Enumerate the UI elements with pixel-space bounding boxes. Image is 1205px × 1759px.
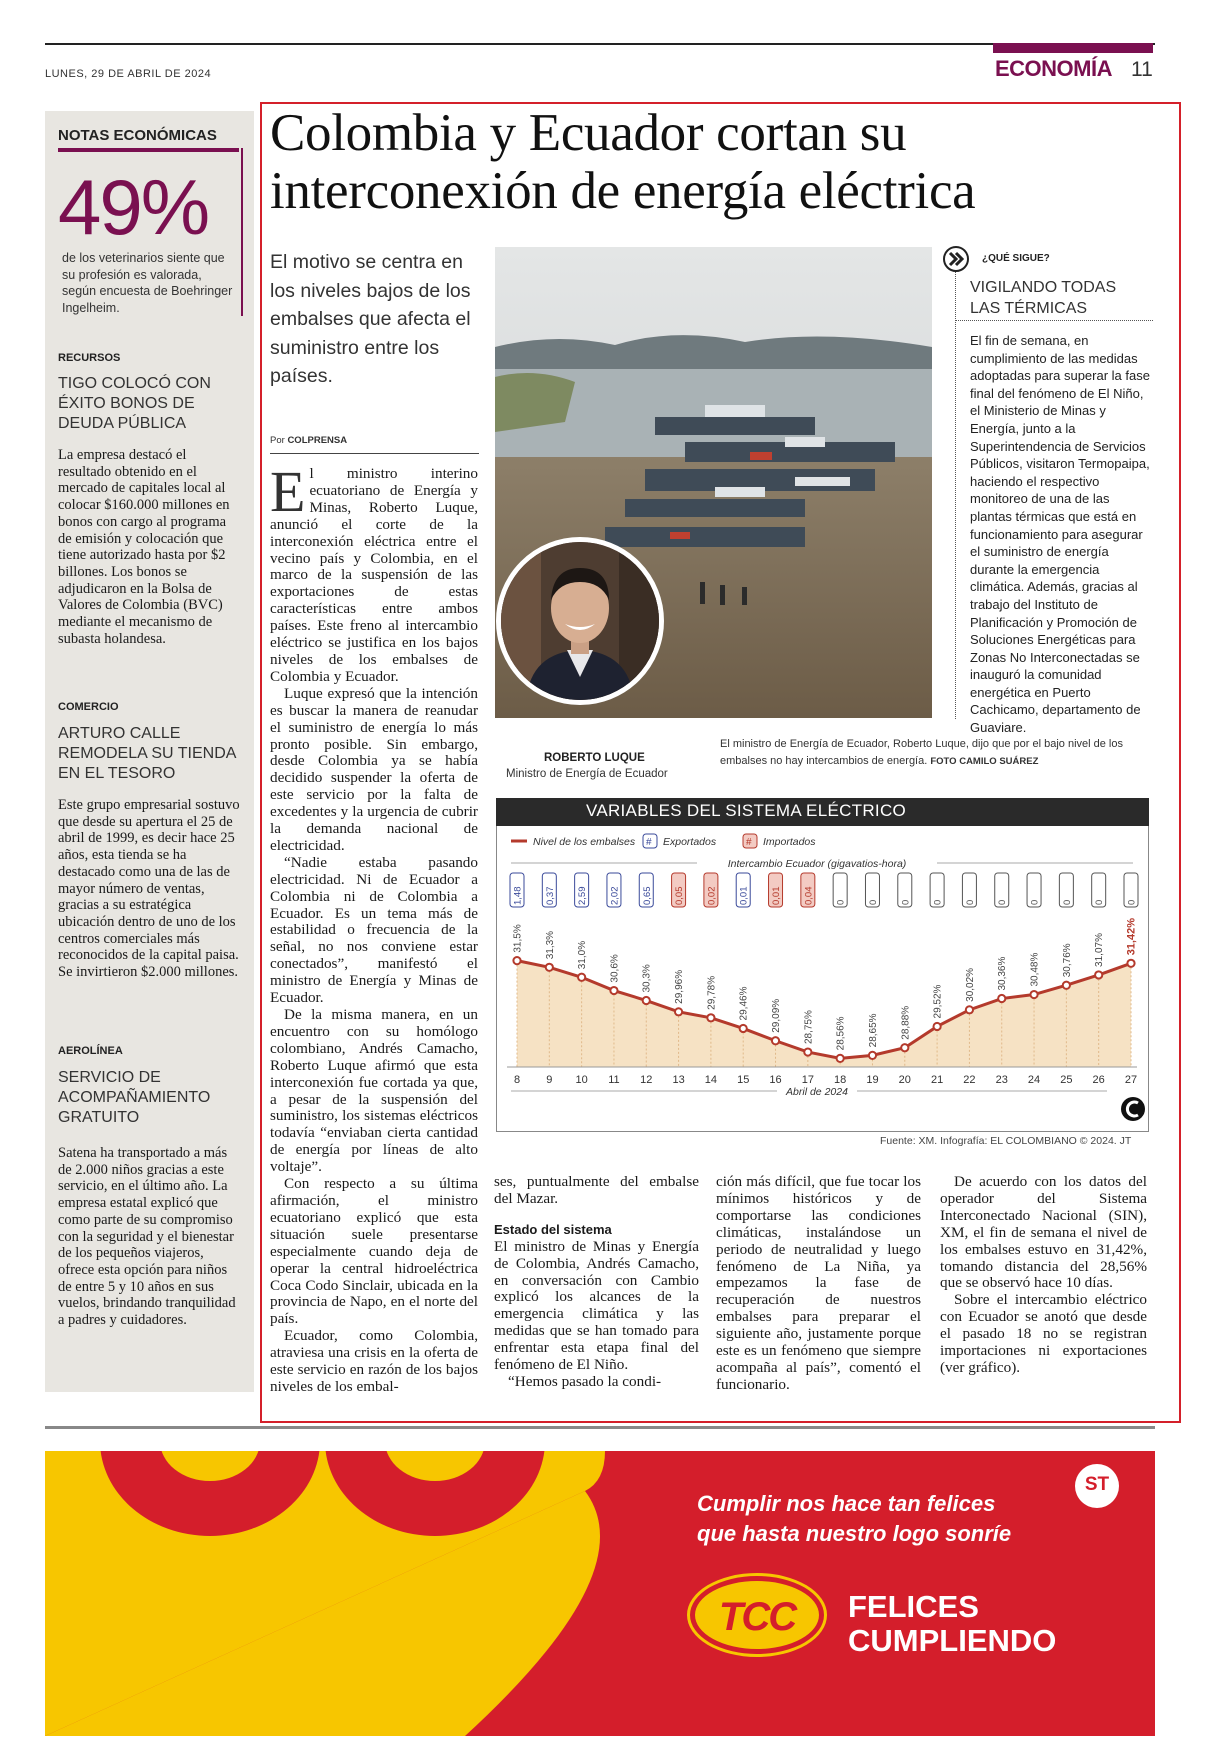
interchange-value: 0,01: [738, 886, 750, 905]
data-label: 30,3%: [641, 964, 653, 993]
legend-label: Importados: [763, 836, 816, 848]
interchange-value: 0: [1126, 899, 1138, 905]
photo-person-role: Ministro de Energía de Ecuador: [506, 768, 668, 780]
page-bottom-rule: [45, 1426, 1155, 1429]
x-tick-label: 25: [1060, 1074, 1073, 1086]
article-paragraph: l ministro interino ecuatoriano de Energía y Minas, Roberto Luque, anunció el corte de la interconexión eléctrica entre el vecino país y Colombia, en el marco de la suspensión de las exportaciones de estas características entre ambos países. Este freno al intercambio eléctrico se justifica en los bajos niveles de los embalses de Colombia y Ecuador.: [270, 465, 478, 685]
ad-tagline-line1: Cumplir nos hace tan felices: [697, 1491, 996, 1516]
ad-slogan: [848, 1590, 1056, 1658]
reservoir-chart: [497, 799, 1149, 1132]
data-label: 30,02%: [964, 967, 976, 1002]
st-badge-icon: [1075, 1464, 1119, 1508]
data-label: 29,46%: [738, 986, 750, 1021]
interchange-value: 0,02: [706, 886, 718, 905]
article-column-2: [494, 1174, 699, 1391]
interchange-value: 0: [964, 899, 976, 905]
interchange-value: 0: [835, 899, 847, 905]
data-point: [610, 987, 617, 994]
data-label: 30,76%: [1061, 943, 1073, 978]
photo-person-name: ROBERTO LUQUE: [544, 752, 645, 764]
interchange-value: 0: [900, 899, 912, 905]
note-body: Satena ha transportado a más de 2.000 niños gracias a este servicio, en el último año. La empresa estatal explicó que como parte de su compromiso con la seguridad y el bienestar de los pequeños viajeros, ofrece esta opción para niños de entre 5 y 10 años en sus vuelos, brindando tranquilidad a padres y cuidadores.: [58, 1145, 236, 1329]
article-column-4: [940, 1174, 1147, 1377]
x-tick-label: 8: [513, 1074, 521, 1086]
data-label: 31,07%: [1094, 933, 1106, 967]
interchange-value: 0: [932, 899, 944, 905]
data-label: 30,6%: [609, 954, 621, 983]
data-label: 28,65%: [867, 1013, 879, 1048]
interchange-value: 0: [1061, 899, 1073, 905]
x-axis-label: Abril de 2024: [786, 1086, 848, 1098]
article-headline: Colombia y Ecuador cortan su interconexión de energía eléctrica: [270, 104, 976, 220]
drop-cap: E: [270, 459, 306, 524]
interchange-value: 0,01: [771, 886, 783, 905]
data-point: [513, 957, 520, 964]
data-label: 30,48%: [1029, 952, 1041, 987]
data-point: [934, 1023, 941, 1030]
article-column-1: [270, 459, 478, 1396]
data-point: [966, 1006, 973, 1013]
interchange-value: 0: [1094, 899, 1106, 905]
x-tick-label: 10: [575, 1074, 588, 1086]
interchange-value: 0,65: [641, 886, 653, 905]
section-subhead: Estado del sistema: [494, 1221, 612, 1237]
article-paragraph: ción más difícil, que fue tocar los mínimos históricos y de comportarse las condiciones climáticas, instalándose un periodo de neutralidad y luego fenómeno de La Niña, ya empezamos la fase de recuperación de nuestros embalses para preparar el siguiente año, justamente porque este es un fenómeno que siempre acompaña al país”, comentó el funcionario.: [716, 1173, 921, 1393]
issue-date: LUNES, 29 DE ABRIL DE 2024: [45, 68, 212, 80]
data-point: [578, 974, 585, 981]
x-tick-label: 12: [640, 1074, 653, 1086]
x-tick-label: 23: [995, 1074, 1008, 1086]
x-tick-label: 19: [866, 1074, 879, 1086]
whats-next-divider: [955, 320, 1153, 321]
data-point: [1127, 960, 1134, 967]
x-tick-label: 11: [608, 1074, 620, 1086]
st-badge-text: ST: [1084, 1474, 1110, 1495]
notes-stat-rule: [241, 148, 243, 316]
interchange-value: 0,37: [544, 886, 556, 905]
data-point: [998, 995, 1005, 1002]
x-tick-label: 13: [672, 1074, 685, 1086]
article-lead: El motivo se centra en los niveles bajos de los embalses que afecta el suministro entre los países.: [270, 251, 471, 387]
data-label: 29,52%: [932, 984, 944, 1019]
chart-title: VARIABLES DEL SISTEMA ELÉCTRICO: [585, 801, 907, 820]
minister-portrait: [496, 537, 664, 705]
data-point: [1095, 971, 1102, 978]
interchange-value: 1,48: [512, 886, 524, 905]
legend-imp-symbol: #: [746, 837, 752, 848]
note-body: La empresa destacó el resultado obtenido en el mercado de capitales local al colocar $160.000 millones en bonos con cargo al programa de emisión y colocación que tiene autorizado hasta por $2 billones. Los bonos se adjudicaron en la Bolsa de Valores de Colombia (BVC) mediante el mecanismo de subasta holandesa.: [58, 447, 230, 647]
legend-exp-symbol: #: [646, 837, 652, 848]
x-tick-label: 21: [930, 1074, 944, 1086]
interchange-value: 2,02: [609, 886, 621, 905]
note-category: RECURSOS: [58, 352, 121, 364]
data-point: [869, 1052, 876, 1059]
article-column-3: [716, 1174, 921, 1394]
article-paragraph: ses, puntualmente del embalse del Mazar.: [494, 1173, 699, 1207]
x-tick-label: 24: [1027, 1074, 1041, 1086]
byline-source: COLPRENSA: [287, 435, 348, 446]
data-point: [740, 1025, 747, 1032]
section-color-bar: [993, 43, 1153, 53]
stat-figure: 49%: [58, 163, 209, 251]
publisher-logo-icon: [1121, 1097, 1145, 1121]
article-paragraph: De la misma manera, en un encuentro con su homólogo colombiano, Andrés Camacho, Roberto Luque afirmó que esta interconexión fue cortada ya que, a pesar de la suspensión del suministro, los sistemas eléctricos todavía “enviaban cierta cantidad de energía por líneas de alto voltaje”.: [270, 1006, 478, 1176]
whats-next-body: El fin de semana, en cumplimiento de las medidas adoptadas para superar la fase final del fenómeno de El Niño, el Ministerio de Minas y Energía, junto a la Superintendencia de Servicios Públicos, visitaron Termopaipa, haciendo el respectivo monitoreo de una de las plantas térmicas que está en funcionamiento para asegurar el suministro de energía durante la emergencia climática. Además, gracias al trabajo del Instituto de Planificación y Promoción de Soluciones Energéticas para Zonas No Interconectadas se inauguró la comunidad energética en Puerto Cachicamo, departamento de Guaviare.: [970, 333, 1150, 736]
x-tick-label: 16: [769, 1074, 782, 1086]
chart-source: Fuente: XM. Infografía: EL COLOMBIANO © 2024. JT: [880, 1135, 1132, 1147]
photo-caption: [720, 736, 1145, 770]
byline-prefix: Por: [270, 435, 285, 446]
x-tick-label: 15: [737, 1074, 750, 1086]
data-point: [837, 1055, 844, 1062]
chart-panel: [496, 798, 1149, 1132]
x-tick-label: 14: [704, 1074, 718, 1086]
interchange-value: 0: [1029, 899, 1041, 905]
whats-next-headline: VIGILANDO TODAS LAS TÉRMICAS: [970, 279, 1117, 317]
ad-tagline-line2: que hasta nuestro logo sonríe: [697, 1521, 1012, 1546]
data-point: [707, 1014, 714, 1021]
double-chevron-icon: [943, 246, 969, 272]
data-label: 31,42%: [1125, 917, 1138, 956]
data-point: [804, 1048, 811, 1055]
byline: [270, 435, 347, 446]
tcc-logo: [690, 1576, 824, 1654]
data-label: 31,0%: [577, 940, 589, 970]
article-paragraph: “Hemos pasado la condi-: [508, 1372, 662, 1390]
whats-next-label: ¿QUÉ SIGUE?: [982, 253, 1050, 264]
notes-title-rule: [58, 148, 239, 152]
data-label: 30,36%: [997, 956, 1009, 991]
note-category: COMERCIO: [58, 701, 119, 713]
interchange-value: 0: [997, 899, 1009, 905]
data-label: 28,56%: [835, 1016, 847, 1051]
note-headline: SERVICIO DE ACOMPAÑAMIENTO GRATUITO: [58, 1069, 211, 1126]
note-headline: ARTURO CALLE REMODELA SU TIENDA EN EL TESORO: [58, 725, 236, 782]
data-point: [1030, 991, 1037, 998]
note-body: Este grupo empresarial sostuvo que desde su apertura el 25 de abril de 1999, es decir hace 25 años, esta tienda se ha destacado como una de las de mayor número de ventas, gracias a su estratégica ubicación dentro de uno de los centros comerciales más reconocidos de la capital paisa. Se invirtieron $2.000 millones.: [58, 797, 240, 981]
section-name: ECONOMÍA: [995, 56, 1112, 81]
data-label: 29,09%: [771, 998, 783, 1033]
data-point: [1063, 982, 1070, 989]
data-point: [643, 997, 650, 1004]
article-paragraph: Con respecto a su última afirmación, el ministro ecuatoriano explicó que esta situación suele presentarse especialmente cuando deja de operar la central hidroeléctrica Coca Codo Sinclair, ubicada en la provincia de Napo, en el norte del país.: [270, 1175, 478, 1328]
x-tick-label: 22: [963, 1074, 976, 1086]
caption-text: El ministro de Energía de Ecuador, Roberto Luque, dijo que por el bajo nivel de los embalses no hay intercambios de energía.: [720, 738, 1123, 767]
ad-slogan-line1: FELICES: [848, 1589, 979, 1624]
interchange-value: 0: [867, 899, 879, 905]
page-number: 11: [1131, 58, 1153, 81]
article-paragraph: El ministro de Minas y Energía de Colombia, Andrés Camacho, en conversación con Cambio explicó los alcances de la emergencia climática y las medidas que se han tomado para enfrentar esta etapa final del fenómeno de El Niño.: [494, 1237, 699, 1374]
article-paragraph: De acuerdo con los datos del operador del Sistema Interconectado Nacional (SIN), XM, el fin de semana el nivel de los embalses estuvo en 31,42%, tomando distancia del 28,56% que se observó hace 10 días.: [940, 1173, 1147, 1292]
data-label: 28,75%: [803, 1010, 815, 1045]
x-tick-label: 17: [801, 1074, 814, 1086]
data-label: 29,96%: [674, 969, 686, 1004]
article-paragraph: Ecuador, como Colombia, atraviesa una crisis en la oferta de este servicio en razón de los bajos niveles de los embal-: [270, 1327, 478, 1395]
x-tick-label: 9: [546, 1074, 553, 1086]
article-paragraph: “Nadie estaba pasando electricidad. Ni de Ecuador a Colombia ni de Colombia a Ecuador. Es un tema más de estabilidad o frecuencia de la señal, no nos conviene estar conectados”, manifestó el ministro de Energía y Minas de Ecuador.: [270, 853, 478, 1007]
note-category: AEROLÍNEA: [58, 1045, 123, 1057]
article-paragraph: Luque expresó que la intención es buscar la manera de reanudar el suministro de energía lo más pronto posible. Sin embargo, desde Colombia ya se había decidido suspender la oferta de este servicio por la falta de excedentes y la urgencia de cubrir la demanda nacional de electricidad.: [270, 684, 478, 854]
whats-next-rule: [955, 272, 956, 719]
data-label: 31,5%: [512, 924, 524, 953]
data-point: [675, 1008, 682, 1015]
top-rule: [45, 43, 1155, 45]
data-point: [546, 964, 553, 971]
data-point: [901, 1044, 908, 1051]
x-tick-label: 26: [1092, 1074, 1105, 1086]
interchange-value: 2,59: [577, 886, 589, 905]
minister-portrait-illustration: [501, 542, 659, 700]
x-tick-label: 18: [834, 1074, 847, 1086]
legend-label: Nivel de los embalses: [533, 836, 636, 848]
data-label: 29,78%: [706, 975, 718, 1010]
notes-sidebar-title: NOTAS ECONÓMICAS: [58, 127, 217, 144]
legend-label: Exportados: [663, 836, 717, 848]
photo-credit: FOTO CAMILO SUÁREZ: [930, 755, 1039, 767]
data-label: 28,88%: [900, 1005, 912, 1040]
article-paragraph: Sobre el intercambio eléctrico con Ecuador se anotó que desde el pasado 18 no se registran importaciones ni exportaciones (ver gráfico).: [940, 1291, 1147, 1376]
interchange-label: Intercambio Ecuador (gigavatios-hora): [727, 858, 907, 870]
interchange-value: 0,05: [674, 886, 686, 905]
x-tick-label: 27: [1124, 1074, 1138, 1086]
tcc-logo-text: TCC: [718, 1595, 796, 1639]
data-label: 31,3%: [544, 930, 556, 960]
byline-rule: [270, 453, 479, 454]
data-point: [772, 1037, 779, 1044]
note-headline: TIGO COLOCÓ CON ÉXITO BONOS DE DEUDA PÚBLICA: [58, 375, 211, 432]
interchange-value: 0,04: [803, 886, 815, 905]
stat-description: de los veterinarios siente que su profesión es valorada, según encuesta de Boehringer Ingelheim.: [62, 251, 233, 315]
x-tick-label: 20: [898, 1074, 911, 1086]
ad-slogan-line2: CUMPLIENDO: [848, 1623, 1057, 1658]
